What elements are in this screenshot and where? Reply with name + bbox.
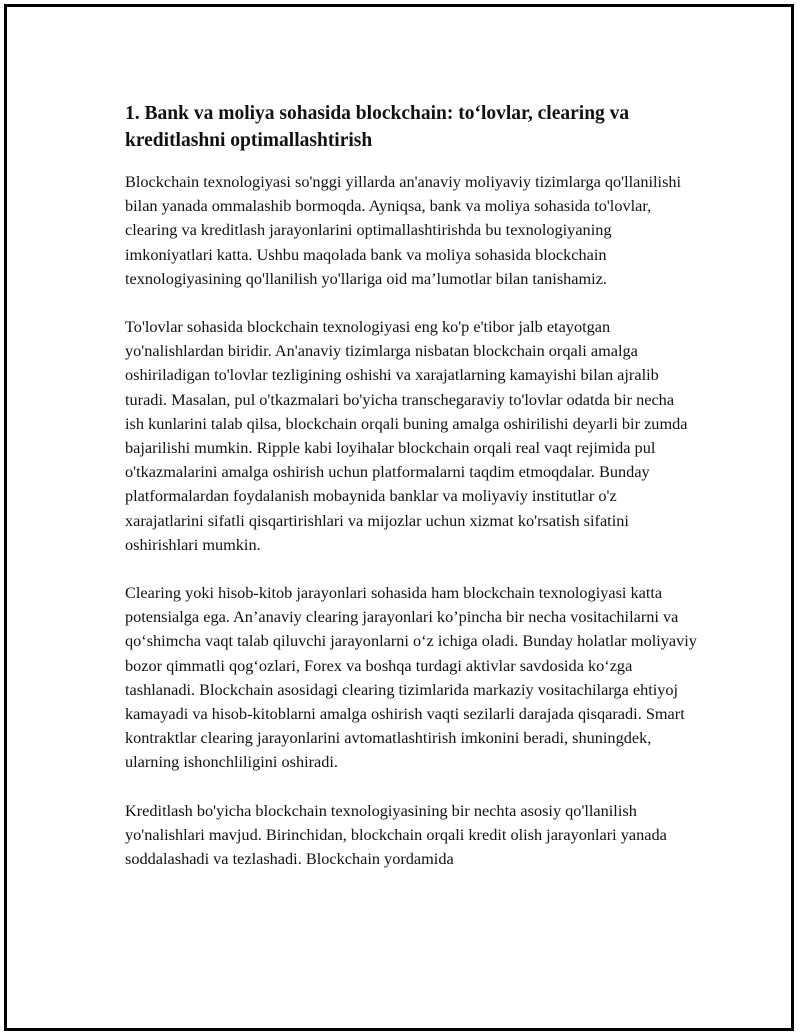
document-title: 1. Bank va moliya sohasida blockchain: to‘lovlar, clearing va kreditlashni optimallashtirish <box>125 103 630 151</box>
paragraph-intro: Blockchain texnologiyasi so'nggi yillarda an'anaviy moliyaviy tizimlarga qo'llanilishi bilan yanada ommalashib bormoqda. Ayniqsa, bank va moliya sohasida to'lovlar, clearing va kreditlash jarayonlarini optimallashtirishda bu texnologiyaning imkoniyatlari katta. Ushbu maqolada bank va moliya sohasida blockchain texnologiyasining qo'llanilish yo'llariga oid ma’lumotlar bilan tanishamiz. <box>125 172 682 288</box>
page-frame <box>4 4 794 1031</box>
paragraph-payments: To'lovlar sohasida blockchain texnologiyasi eng ko'p e'tibor jalb etayotgan yo'nalishlardan biridir. An'anaviy tizimlarga nisbatan blockchain orqali amalga oshiriladigan to'lovlar tezligining oshishi va xarajatlarning kamayishi bilan ajralib turadi. Masalan, pul o'tkazmalari bo'yicha transchegaraviy to'lovlar odatda bir necha ish kunlarini talab qilsa, blockchain orqali buning amalga oshirilishi deyarli bir zumda bajarilishi mumkin. Ripple kabi loyihalar blockchain orqali real vaqt rejimida pul o'tkazmalarini amalga oshirish uchun platformalarni taqdim etmoqdalar. Bunday platformalardan foydalanish mobaynida banklar va moliyaviy institutlar o'z xarajatlarini sifatli qisqartirishlari va mijozlar uchun xizmat ko'rsatish sifatini oshirishlari mumkin. <box>125 317 688 554</box>
paragraph-clearing: Clearing yoki hisob-kitob jarayonlari sohasida ham blockchain texnologiyasi katta potensialga ega. An’anaviy clearing jarayonlari ko’pincha bir necha vositachilarni va qo‘shimcha vaqt talab qiluvchi jarayonlarni o‘z ichiga oladi. Bunday holatlar moliyaviy bozor qimmatli qog‘ozlari, Forex va boshqa turdagi aktivlar savdosida ko‘zga tashlanadi. Blockchain asosidagi clearing tizimlarida markaziy vositachilarga ehtiyoj kamayadi va hisob-kitoblarni amalga oshirish vaqti sezilarli darajada qisqaradi. Smart kontraktlar clearing jarayonlarini avtomatlashtirish imkonini beradi, shuningdek, ularning ishonchliligini oshiradi. <box>125 583 697 772</box>
document-body <box>125 100 697 895</box>
paragraph-lending: Kreditlash bo'yicha blockchain texnologiyasining bir nechta asosiy qo'llanilish yo'nalishlari mavjud. Birinchidan, blockchain orqali kredit olish jarayonlari yanada soddalashadi va tezlashadi. Blockchain yordamida <box>125 800 667 869</box>
